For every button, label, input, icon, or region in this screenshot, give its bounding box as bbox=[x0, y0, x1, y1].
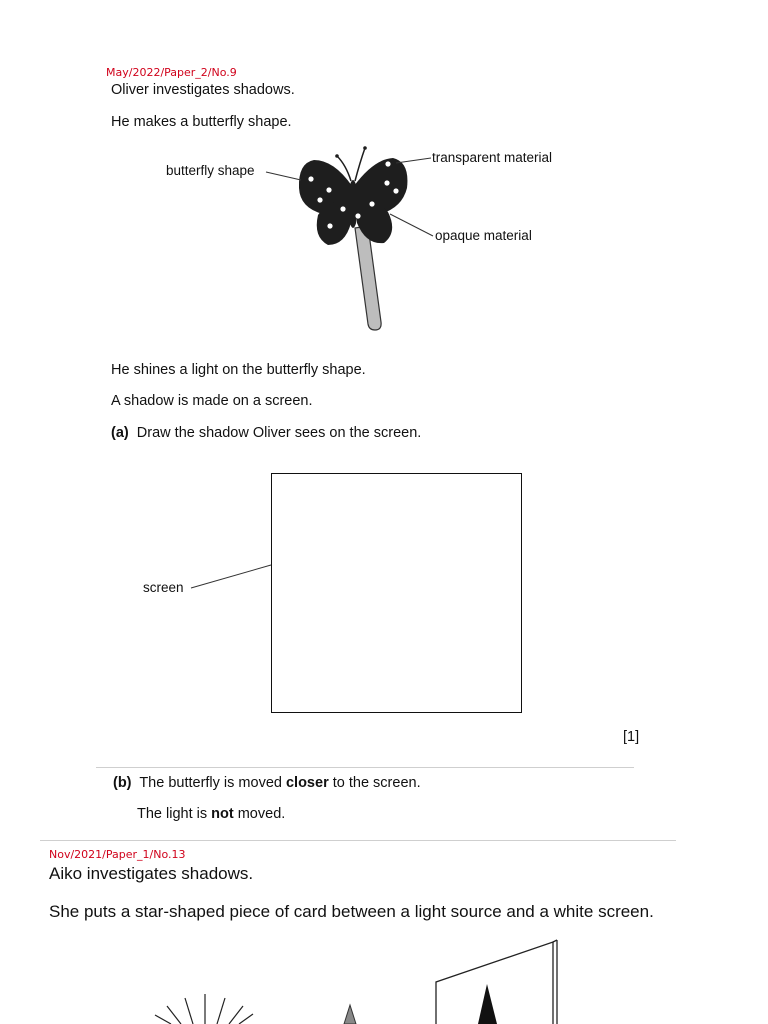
body-text-shadow: A shadow is made on a screen. bbox=[111, 393, 313, 409]
label-screen: screen bbox=[143, 580, 184, 595]
part-a-tag: (a) bbox=[111, 425, 129, 441]
star-shadow bbox=[478, 984, 497, 1024]
part-b-line2-text-2: moved. bbox=[233, 806, 286, 822]
light-source-rays bbox=[155, 994, 253, 1024]
part-b-bold-2: not bbox=[211, 806, 234, 822]
white-screen bbox=[436, 940, 557, 1024]
part-b-text-2: to the screen. bbox=[328, 775, 421, 791]
intro-text: Oliver investigates shadows. bbox=[111, 82, 295, 98]
question-reference: May/2022/Paper_2/No.9 bbox=[106, 66, 237, 79]
label-butterfly-shape: butterfly shape bbox=[166, 163, 255, 178]
intro-text-2: He makes a butterfly shape. bbox=[111, 114, 292, 130]
part-b-bold-1: closer bbox=[285, 775, 329, 791]
intro-text-q2: Aiko investigates shadows. bbox=[49, 864, 254, 883]
star-card bbox=[344, 1005, 356, 1024]
part-a-text: Draw the shadow Oliver sees on the screen. bbox=[136, 425, 422, 441]
body-text-q2: She puts a star-shaped piece of card between a light source and a white screen. bbox=[49, 902, 654, 921]
part-b-line2-text-1: The light is bbox=[137, 806, 212, 822]
body-text-light: He shines a light on the butterfly shape. bbox=[111, 362, 366, 378]
marks: [1] bbox=[623, 729, 640, 745]
label-transparent-material: transparent material bbox=[432, 150, 553, 165]
label-opaque-material: opaque material bbox=[435, 228, 532, 243]
part-b-text-1: The butterfly is moved bbox=[139, 775, 286, 791]
part-b-tag: (b) bbox=[113, 775, 132, 791]
question-reference-2: Nov/2021/Paper_1/No.13 bbox=[49, 848, 186, 861]
